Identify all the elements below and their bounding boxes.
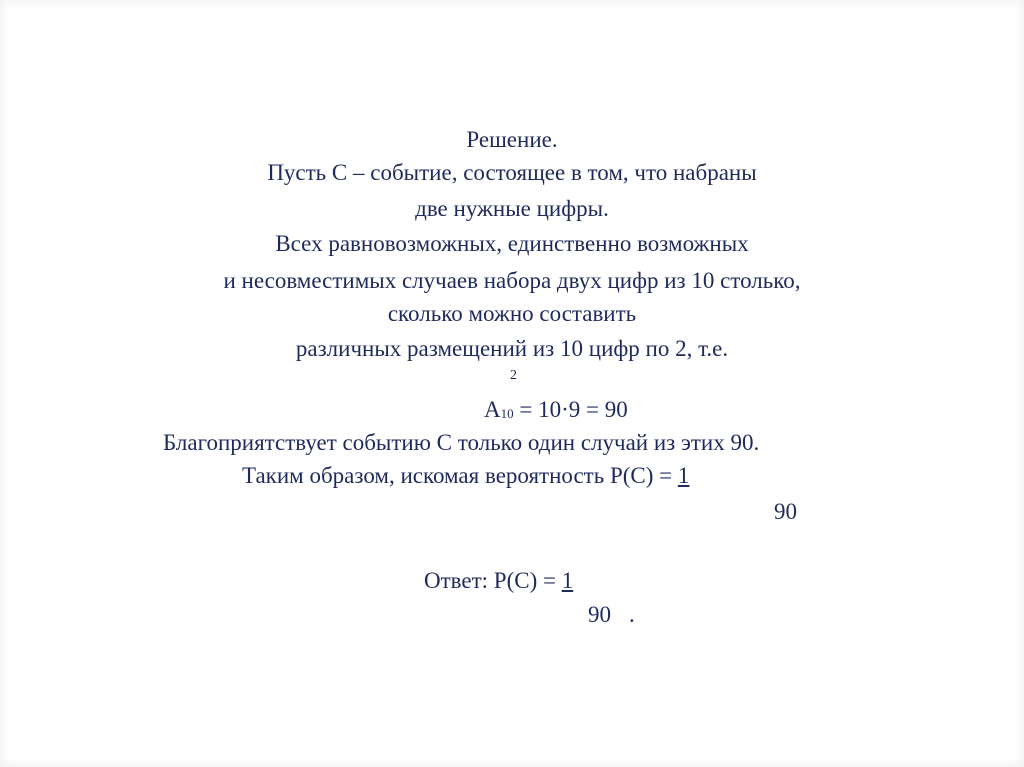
- answer-numerator: 1: [561, 568, 574, 593]
- probability-prefix: Таким образом, искомая вероятность Р(С) =: [242, 463, 678, 488]
- text-line: две нужные цифры.: [415, 196, 609, 221]
- answer-prefix: Ответ: Р(С) =: [424, 568, 562, 593]
- probability-denominator: 90: [774, 499, 797, 524]
- answer-period: .: [629, 602, 635, 627]
- text-line: Всех равновозможных, единственно возможных: [275, 231, 749, 256]
- probability-numerator: 1: [677, 463, 690, 488]
- answer-denominator-line: [588, 600, 635, 630]
- formula-subscript: 10: [500, 406, 514, 421]
- answer-denominator: 90: [588, 602, 611, 627]
- formula-symbol: А: [484, 397, 501, 422]
- text-line: сколько можно составить: [387, 301, 637, 326]
- formula: [484, 395, 628, 428]
- solution-heading: Решение.: [466, 127, 558, 152]
- favorable-line: Благоприятствует событию С только один случай из этих 90.: [163, 430, 760, 455]
- text-line: и несовместимых случаев набора двух цифр из 10 столько,: [223, 268, 801, 293]
- probability-line: [242, 461, 689, 491]
- formula-superscript: 2: [510, 368, 517, 383]
- text-line: Пусть С – событие, состоящее в том, что набраны: [267, 160, 757, 185]
- answer-line: [424, 566, 573, 596]
- formula-rest: = 10·9 = 90: [513, 397, 628, 422]
- text-line: различных размещений из 10 цифр по 2, т.е.: [295, 336, 729, 361]
